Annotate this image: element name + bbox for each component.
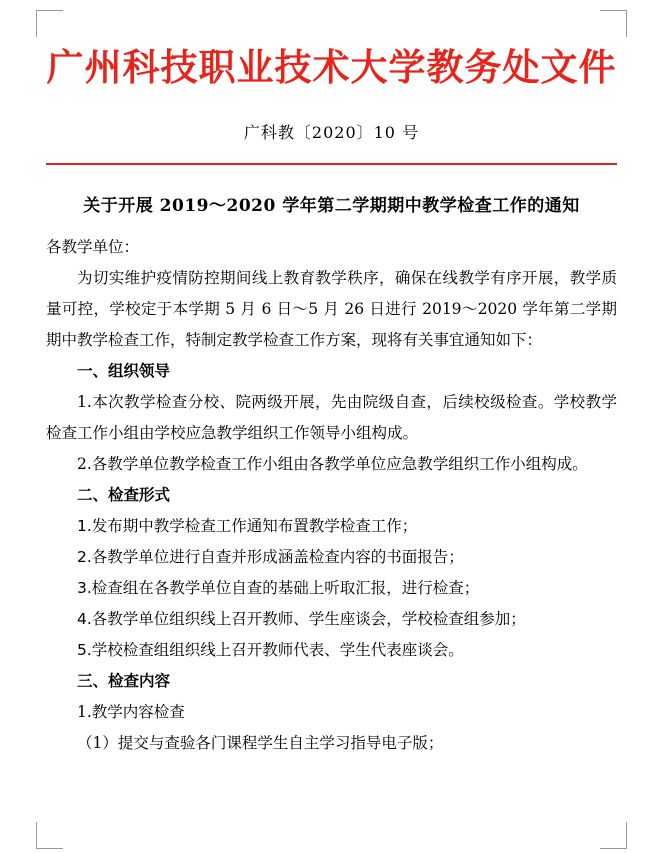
section-3-item-2: （1）提交与查验各门课程学生自主学习指导电子版； (77, 734, 444, 753)
section-heading-2: 二、检查形式 (77, 486, 171, 505)
document-content (46, 26, 617, 759)
red-divider-rule (46, 163, 617, 165)
document-body (46, 232, 617, 759)
section-2-item-3: 3.检查组在各教学单位自查的基础上听取汇报，进行检查； (77, 579, 480, 598)
crop-mark-bottom-right (600, 822, 627, 849)
section-3-item-1: 1.教学内容检查 (77, 703, 185, 722)
section-heading-1: 一、组织领导 (77, 362, 171, 381)
document-subject: 关于开展 2019～2020 学年第二学期期中教学检查工作的通知 (83, 196, 580, 217)
document-number: 广科教〔2020〕10 号 (243, 123, 420, 143)
section-1-item-1: 1.本次教学检查分校、院两级开展，先由院级自查，后续校级检查。学校教学检查工作小组由学校应急教学组织工作领导小组构成。 (46, 393, 617, 443)
intro-paragraph: 为切实维护疫情防控期间线上教育教学秩序，确保在线教学有序开展，教学质量可控，学校定于本学期 5 月 6 日～5 月 26 日进行 2019～2020 学年第二学期期中教学检查工作，特制定教学检查工作方案，现将有关事宜通知如下： (46, 269, 617, 350)
section-2-item-2: 2.各教学单位进行自查并形成涵盖检查内容的书面报告； (77, 548, 464, 567)
document-title: 广州科技职业技术大学教务处文件 (46, 45, 617, 89)
section-2-item-5: 5.学校检查组组织线上召开教师代表、学生代表座谈会。 (77, 641, 464, 660)
salutation: 各教学单位： (46, 238, 140, 257)
section-heading-3: 三、检查内容 (77, 672, 171, 691)
section-2-item-1: 1.发布期中教学检查工作通知布置教学检查工作； (77, 517, 418, 536)
section-2-item-4: 4.各教学单位组织线上召开教师、学生座谈会，学校检查组参加； (77, 610, 526, 629)
section-1-item-2: 2.各教学单位教学检查工作小组由各教学单位应急教学组织工作小组构成。 (77, 455, 588, 474)
crop-mark-bottom-left (36, 822, 63, 849)
